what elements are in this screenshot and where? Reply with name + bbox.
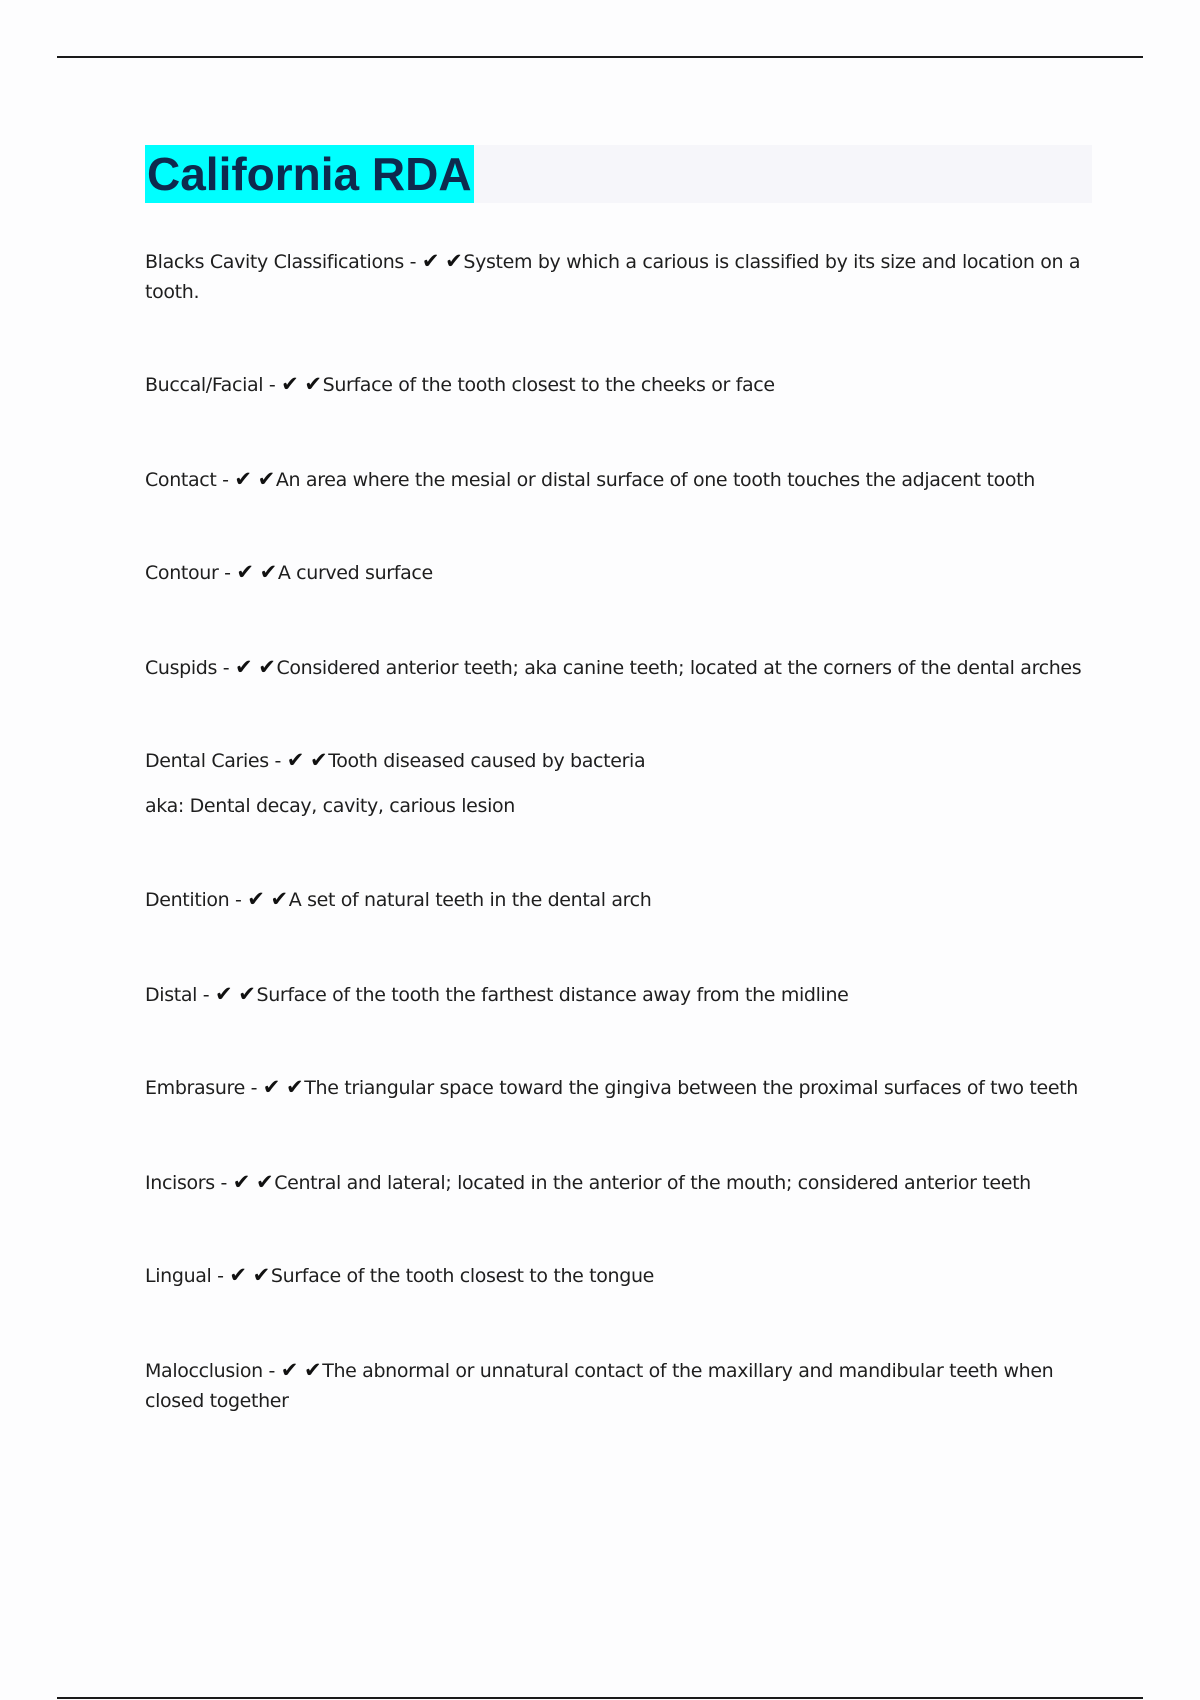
entry-term: Contour — [145, 562, 219, 584]
entry-term: Dental Caries — [145, 750, 269, 772]
check-icon: ✔ — [229, 1263, 247, 1287]
check-icon: ✔ — [257, 467, 275, 491]
check-icon: ✔ — [270, 887, 288, 911]
entry-term: Distal — [145, 984, 198, 1006]
entry-separator: - — [197, 984, 215, 1006]
entry-definition: A set of natural teeth in the dental arch — [288, 889, 652, 911]
check-icon: ✔ — [309, 748, 328, 772]
entry-definition: The abnormal or unnatural contact of the maxillary and mandibular teeth when closed together — [145, 1360, 1054, 1412]
entry-dentition — [145, 884, 1090, 915]
check-icon: ✔ — [281, 372, 299, 396]
entry-term: Cuspids — [145, 657, 218, 679]
entry-separator: - — [211, 1265, 230, 1287]
entry-definition: The triangular space toward the gingiva between the proximal surfaces of two teeth — [304, 1077, 1078, 1099]
entry-separator: - — [216, 469, 235, 491]
entry-separator: - — [229, 889, 248, 911]
entry-embrasure — [145, 1072, 1090, 1103]
entry-term: Embrasure — [145, 1077, 245, 1099]
check-icon: ✔ — [255, 1170, 274, 1194]
check-icon: ✔ — [247, 887, 265, 911]
check-icon: ✔ — [214, 982, 233, 1006]
entry-term: Blacks Cavity Classifications — [145, 251, 404, 273]
entry-term: Malocclusion — [145, 1360, 263, 1382]
check-icon: ✔ — [238, 982, 256, 1006]
entry-dental-caries — [145, 745, 1090, 776]
entry-definition: An area where the mesial or distal surface of one tooth touches the adjacent tooth — [275, 469, 1035, 491]
check-icon: ✔ — [421, 249, 440, 273]
check-icon: ✔ — [258, 655, 276, 679]
entry-separator: - — [403, 251, 422, 273]
entry-definition: Considered anterior teeth; aka canine teeth; located at the corners of the dental arches — [276, 657, 1082, 679]
entry-term: Contact — [145, 469, 217, 491]
entry-definition: Tooth diseased caused by bacteria — [328, 750, 646, 772]
entry-blacks-cavity — [145, 246, 1090, 307]
entry-incisors — [145, 1167, 1090, 1198]
entry-separator: - — [262, 1360, 281, 1382]
entry-cuspids — [145, 652, 1090, 683]
check-icon: ✔ — [280, 1358, 298, 1382]
page-title: California RDA — [145, 145, 474, 203]
entry-separator: - — [214, 1172, 233, 1194]
entry-term: Lingual — [145, 1265, 212, 1287]
check-icon: ✔ — [234, 467, 252, 491]
check-icon: ✔ — [252, 1263, 270, 1287]
entry-definition: Surface of the tooth closest to the cheeks or face — [322, 374, 775, 396]
check-icon: ✔ — [304, 372, 322, 396]
entry-definition: Central and lateral; located in the anterior of the mouth; considered anterior teeth — [274, 1172, 1031, 1194]
header-rule — [57, 56, 1143, 58]
entry-separator: - — [263, 374, 282, 396]
entry-contact — [145, 464, 1090, 495]
entry-term: Incisors — [145, 1172, 215, 1194]
check-icon: ✔ — [303, 1358, 322, 1382]
entry-separator: - — [244, 1077, 263, 1099]
entry-buccal-facial — [145, 369, 1090, 400]
entry-definition: Surface of the tooth the farthest distance away from the midline — [256, 984, 849, 1006]
entry-definition: System by which a carious is classified by its size and location on a tooth. — [145, 251, 1081, 303]
check-icon: ✔ — [232, 1170, 250, 1194]
entry-lingual — [145, 1260, 1090, 1291]
entry-term: Buccal/Facial — [145, 374, 264, 396]
check-icon: ✔ — [259, 560, 277, 584]
check-icon: ✔ — [445, 249, 463, 273]
entry-separator: - — [217, 657, 235, 679]
check-icon: ✔ — [234, 655, 253, 679]
entry-note: aka: Dental decay, cavity, carious lesion — [145, 795, 515, 817]
entry-definition: Surface of the tooth closest to the tongue — [270, 1265, 654, 1287]
check-icon: ✔ — [286, 748, 304, 772]
check-icon: ✔ — [236, 560, 254, 584]
check-icon: ✔ — [286, 1075, 304, 1099]
entry-malocclusion — [145, 1355, 1090, 1416]
entry-dental-caries-note — [145, 791, 1090, 821]
entry-term: Dentition — [145, 889, 230, 911]
entry-definition: A curved surface — [277, 562, 433, 584]
footer-rule — [57, 1697, 1143, 1699]
entry-distal — [145, 979, 1090, 1010]
entry-separator: - — [268, 750, 287, 772]
check-icon: ✔ — [262, 1075, 281, 1099]
entry-contour — [145, 557, 1090, 588]
entry-separator: - — [218, 562, 237, 584]
